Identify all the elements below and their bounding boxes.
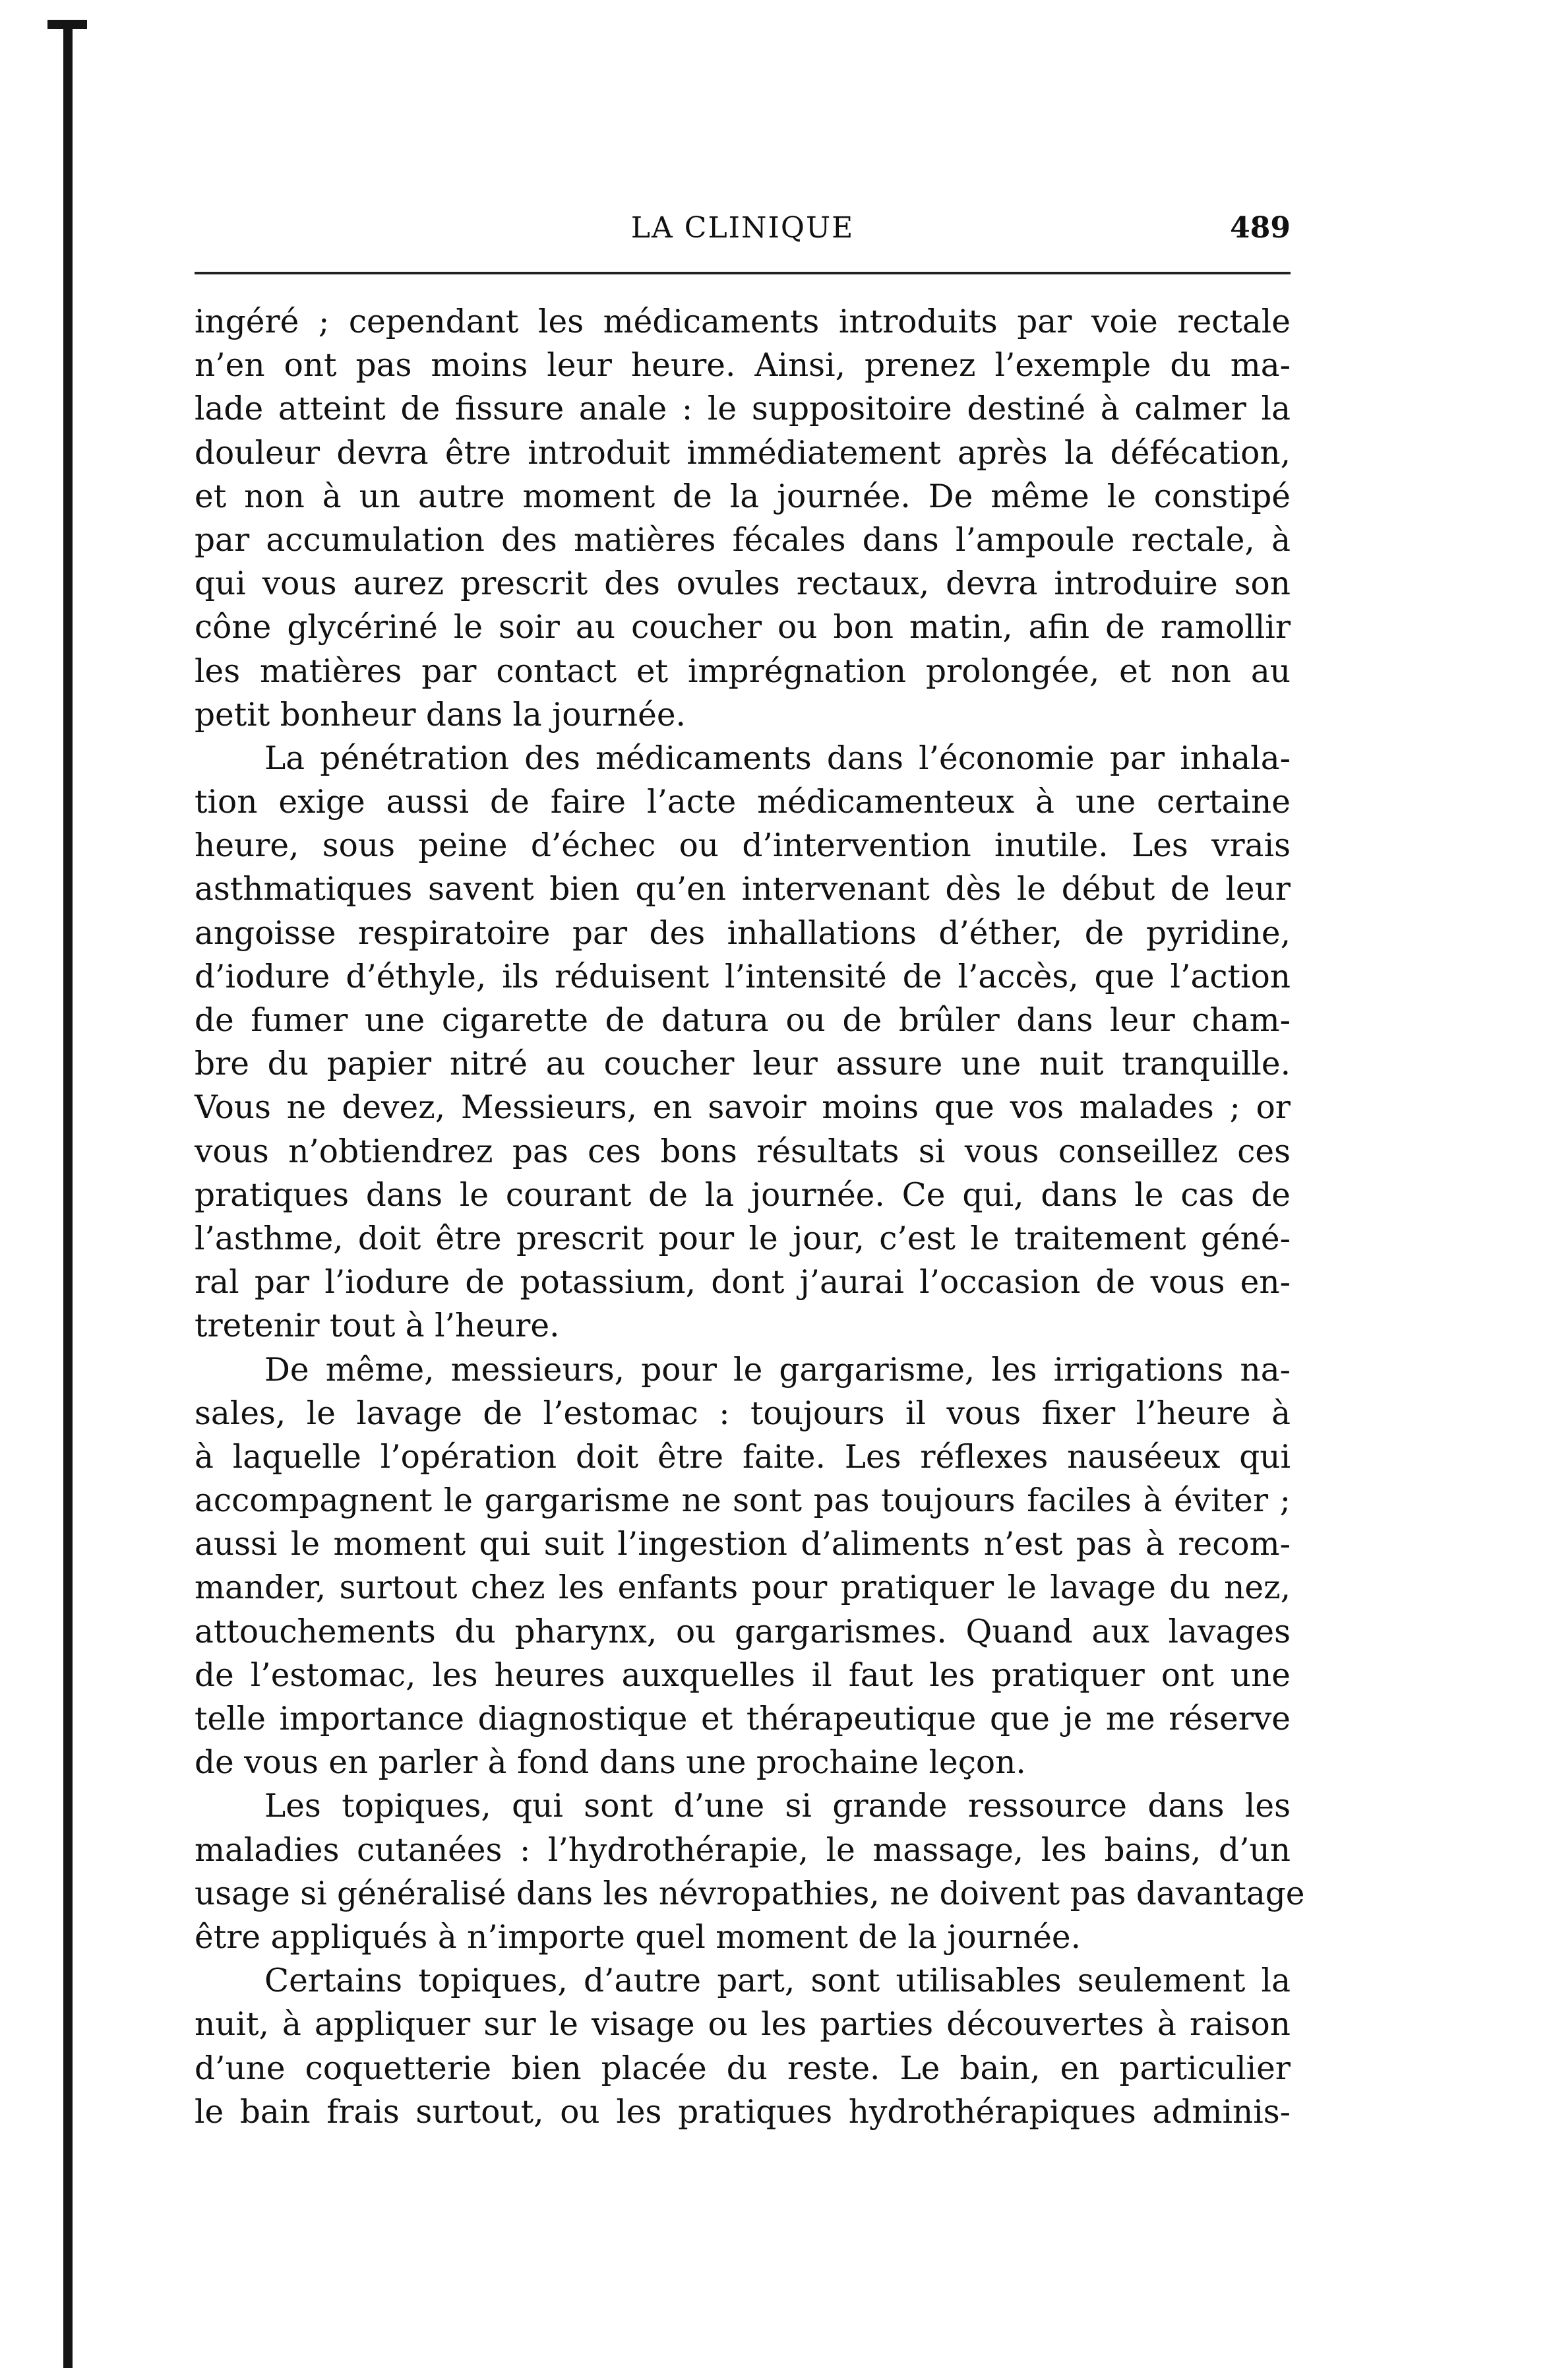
paragraph (195, 737, 1291, 1348)
text-line: attouchements du pharynx, ou gargarismes. Quand aux lavages (195, 1613, 1291, 1650)
text-line: De même, messieurs, pour le gargarisme, les irrigations na- (264, 1351, 1291, 1389)
text-line: telle importance diagnostique et thérapeutique que je me réserve (195, 1701, 1291, 1738)
text-line: ingéré ; cependant les médicaments introduits par voie rectale (195, 303, 1291, 340)
body-text (195, 300, 1305, 2134)
text-line: qui vous aurez prescrit des ovules rectaux, devra introduire son (195, 565, 1291, 603)
text-line: maladies cutanées : l’hydrothérapie, le massage, les bains, d’un (195, 1831, 1291, 1869)
text-line: cône glycériné le soir au coucher ou bon matin, afin de ramollir (195, 609, 1291, 646)
text-line: mander, surtout chez les enfants pour pratiquer le lavage du nez, (195, 1569, 1291, 1607)
text-line: tretenir tout à l’heure. (195, 1307, 560, 1345)
page-number: 489 (1230, 211, 1291, 245)
running-head: LA CLINIQUE (630, 211, 855, 245)
text-line: être appliqués à n’importe quel moment de la journée. (195, 1918, 1081, 1956)
text-line: tion exige aussi de faire l’acte médicamenteux à une certaine (195, 784, 1291, 821)
text-line: bre du papier nitré au coucher leur assure une nuit tranquille. (195, 1046, 1291, 1083)
text-line: le bain frais surtout, ou les pratiques hydrothérapiques adminis- (195, 2093, 1291, 2131)
text-line: d’iodure d’éthyle, ils réduisent l’intensité de l’accès, que l’action (195, 958, 1291, 995)
paragraph (195, 1959, 1291, 2134)
paragraph (195, 1784, 1305, 1959)
text-line: angoisse respiratoire par des inhallations d’éther, de pyridine, (195, 914, 1291, 952)
text-line: nuit, à appliquer sur le visage ou les parties découvertes à raison (195, 2006, 1291, 2044)
binding-mark (47, 20, 87, 29)
page-binding-edge (63, 20, 73, 2368)
text-line: ral par l’iodure de potassium, dont j’aurai l’occasion de vous en- (195, 1264, 1291, 1301)
text-line: Les topiques, qui sont d’une si grande ressource dans les (264, 1788, 1291, 1825)
text-line: La pénétration des médicaments dans l’économie par inhala- (264, 739, 1291, 777)
text-line: lade atteint de fissure anale : le suppositoire destiné à calmer la (195, 391, 1291, 428)
text-line: de l’estomac, les heures auxquelles il faut les pratiquer ont une (195, 1656, 1291, 1694)
paragraph (195, 300, 1291, 737)
text-line: et non à un autre moment de la journée. De même le constipé (195, 478, 1291, 515)
text-line: usage si généralisé dans les névropathies, ne doivent pas davantage (195, 1875, 1305, 1912)
text-line: n’en ont pas moins leur heure. Ainsi, prenez l’exemple du ma- (195, 347, 1291, 385)
text-line: d’une coquetterie bien placée du reste. Le bain, en particulier (195, 2050, 1291, 2087)
page-header (195, 204, 1291, 251)
text-line: de vous en parler à fond dans une prochaine leçon. (195, 1744, 1026, 1782)
text-line: pratiques dans le courant de la journée. Ce qui, dans le cas de (195, 1176, 1291, 1214)
paragraph (195, 1348, 1291, 1785)
text-line: l’asthme, doit être prescrit pour le jour, c’est le traitement géné- (195, 1220, 1291, 1257)
text-line: heure, sous peine d’échec ou d’intervention inutile. Les vrais (195, 827, 1291, 865)
text-line: asthmatiques savent bien qu’en intervenant dès le début de leur (195, 871, 1291, 908)
text-line: petit bonheur dans la journée. (195, 696, 686, 734)
text-line: à laquelle l’opération doit être faite. Les réflexes nauséeux qui (195, 1438, 1291, 1476)
text-line: Certains topiques, d’autre part, sont utilisables seulement la (264, 1962, 1291, 2000)
text-line: vous n’obtiendrez pas ces bons résultats si vous conseillez ces (195, 1133, 1291, 1170)
text-line: accompagnent le gargarisme ne sont pas toujours faciles à éviter ; (195, 1482, 1291, 1520)
text-line: sales, le lavage de l’estomac : toujours il vous fixer l’heure à (195, 1394, 1291, 1432)
text-line: douleur devra être introduit immédiatement après la défécation, (195, 434, 1291, 472)
text-line: les matières par contact et imprégnation prolongée, et non au (195, 652, 1291, 690)
text-line: par accumulation des matières fécales dans l’ampoule rectale, à (195, 521, 1291, 559)
text-line: de fumer une cigarette de datura ou de brûler dans leur cham- (195, 1002, 1291, 1039)
text-line: Vous ne devez, Messieurs, en savoir moins que vos malades ; or (195, 1089, 1291, 1127)
header-rule (195, 272, 1291, 274)
text-line: aussi le moment qui suit l’ingestion d’aliments n’est pas à recom- (195, 1526, 1291, 1563)
